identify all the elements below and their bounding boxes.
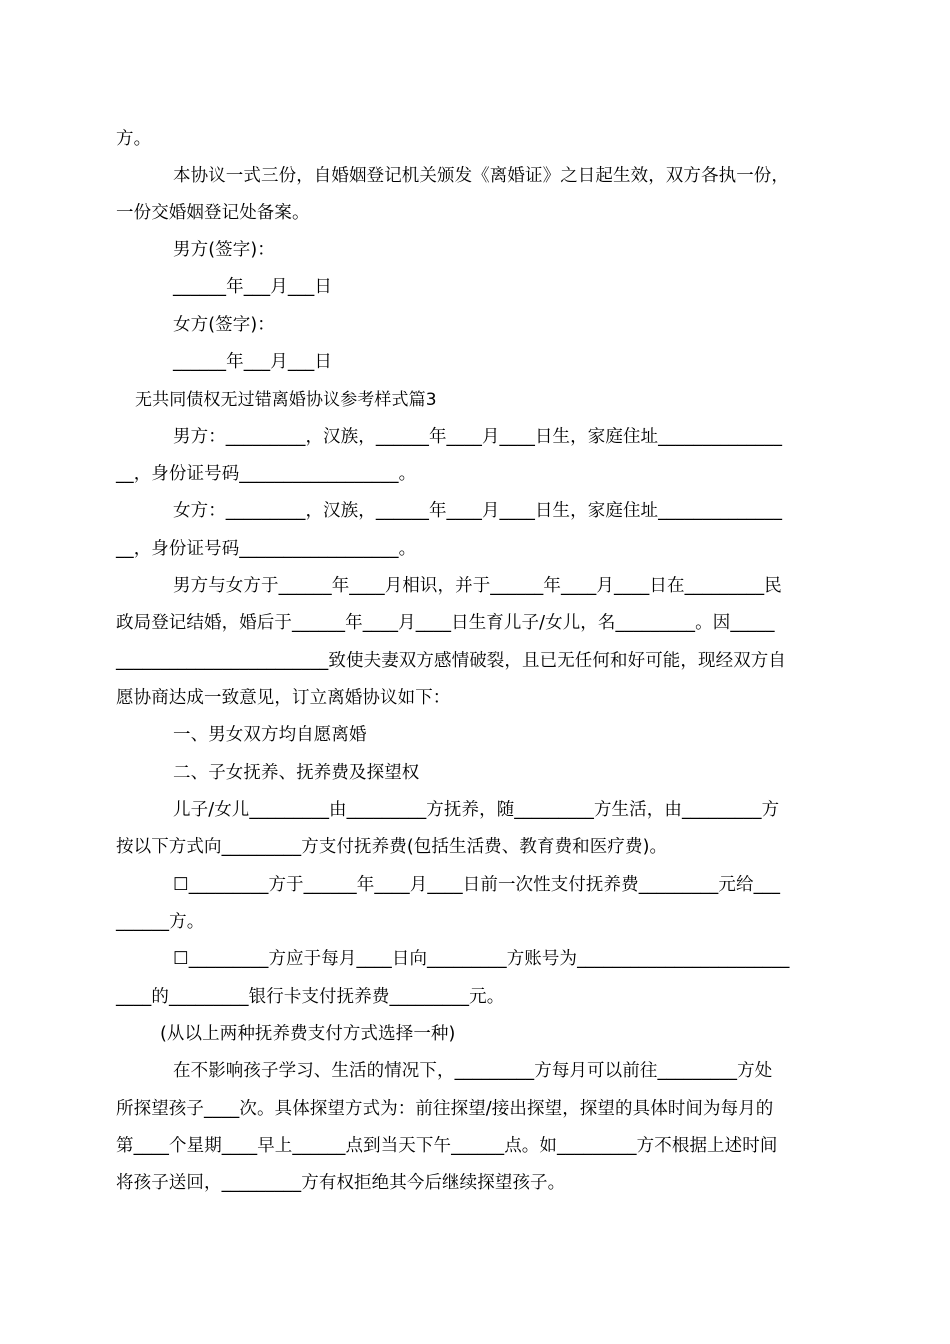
date-line-male: ______年___月___日 <box>173 277 332 297</box>
text-line: 将孩子送回，_________方有权拒绝其今后继续探望孩子。 <box>116 1173 566 1193</box>
text-line: 男方与女方于______年____月相识，并于______年____月____日在_________民 <box>173 576 782 596</box>
text-line: __，身份证号码__________________。 <box>116 464 417 484</box>
text-line: __，身份证号码__________________。 <box>116 539 417 559</box>
text-line: 按以下方式向_________方支付抚养费(包括生活费、教育费和医疗费)。 <box>116 837 668 857</box>
text-line: 在不影响孩子学习、生活的情况下，_________方每月可以前往_________方处 <box>173 1061 773 1081</box>
text-line: 本协议一式三份，自婚姻登记机关颁发《离婚证》之日起生效，双方各执一份， <box>173 166 789 186</box>
signature-label-female: 女方(签字)： <box>173 315 275 335</box>
clause-heading: 二、子女抚养、抚养费及探望权 <box>173 763 420 783</box>
date-line-female: ______年___月___日 <box>173 352 332 372</box>
clause-heading: 一、男女双方均自愿离婚 <box>173 725 367 745</box>
text-line: ________________________致使夫妻双方感情破裂，且已无任何和好可能，现经双方自 <box>116 651 786 671</box>
text-line: 政局登记结婚，婚后于______年____月____日生育儿子/女儿，名_________。因_____ <box>116 613 775 633</box>
checkbox-option-line: ☐_________方应于每月____日向_________方账号为________________________ <box>173 949 790 969</box>
text-line: 男方：_________，汉族，______年____月____日生，家庭住址______________ <box>173 427 783 447</box>
text-line: ____的_________银行卡支付抚养费_________元。 <box>116 987 505 1007</box>
signature-label-male: 男方(签字)： <box>173 240 275 260</box>
text-line: 女方：_________，汉族，______年____月____日生，家庭住址______________ <box>173 501 783 521</box>
checkbox-option-line: ☐_________方于______年____月____日前一次性支付抚养费_________元给___ <box>173 875 781 895</box>
text-line: 方。 <box>116 129 152 149</box>
text-line: 一份交婚姻登记处备案。 <box>116 203 310 223</box>
note-line: (从以上两种抚养费支付方式选择一种) <box>160 1024 456 1044</box>
text-line: 愿协商达成一致意见，订立离婚协议如下： <box>116 688 451 708</box>
text-line: 所探望孩子____次。具体探望方式为：前往探望/接出探望，探望的具体时间为每月的 <box>116 1099 774 1119</box>
section-heading: 无共同债权无过错离婚协议参考样式篇3 <box>135 390 437 410</box>
text-line: ______方。 <box>116 912 205 932</box>
text-line: 第____个星期____早上______点到当天下午______点。如_________方不根据上述时间 <box>116 1136 778 1156</box>
text-line: 儿子/女儿_________由_________方抚养，随_________方生活，由_________方 <box>173 800 780 820</box>
